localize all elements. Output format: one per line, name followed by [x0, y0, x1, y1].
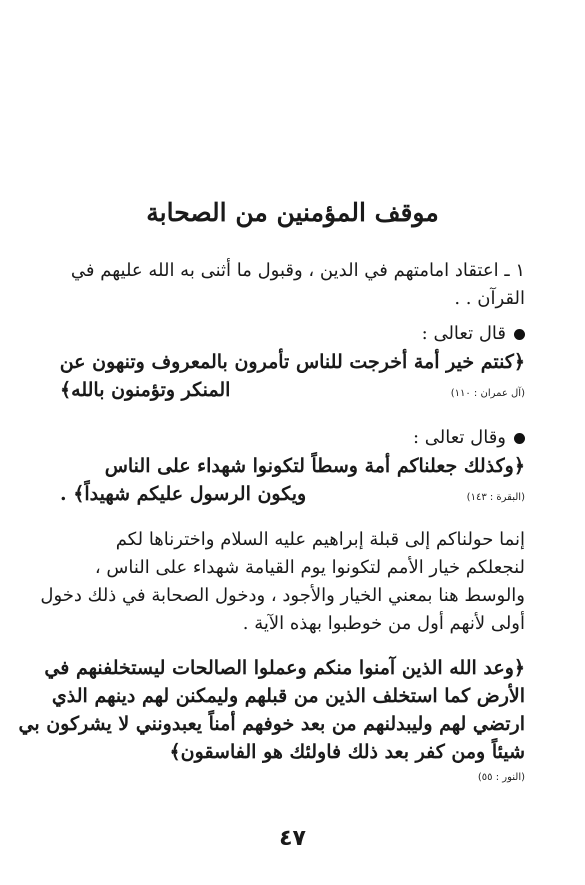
quote-1-line-2-row: [60, 376, 525, 404]
commentary-line-3: والوسط هنا بمعني الخيار والأجود ، ودخول الصحابة في ذلك دخول: [40, 585, 525, 606]
bullet-icon: [514, 329, 525, 340]
commentary-line-2: لنجعلكم خيار الأمم لتكونوا يوم القيامة شهداء على الناس ،: [94, 557, 525, 578]
intro-line-1: ١ ـ اعتقاد امامتهم في الدين ، وقبول ما أثنى به الله عليهم في: [70, 260, 525, 281]
commentary-paragraph: [40, 526, 525, 638]
quote-1-label-text: قال تعالى :: [421, 323, 506, 344]
quote-2-line-2-row: [60, 480, 525, 508]
page-number: ٤٧: [279, 826, 306, 851]
quote-1-line-2: المنكر وتؤمنون بالله﴾: [60, 379, 231, 401]
page-title: موقف المؤمنين من الصحابة: [146, 198, 439, 227]
intro-line-2: القرآن . .: [454, 288, 525, 309]
quote-3-line-4: شيئاً ومن كفر بعد ذلك فاولئك هو الفاسقون﴾: [169, 741, 525, 763]
quote-2-line-2: ويكون الرسول عليكم شهيداً﴾ .: [60, 483, 307, 505]
quote-2-reference: (البقرة : ١٤٣): [466, 492, 525, 503]
commentary-line-1: إنما حولناكم إلى قبلة إبراهيم عليه السلام واخترناها لكم: [115, 529, 525, 550]
bullet-icon: [514, 433, 525, 444]
quote-2-line-1: ﴿وكذلك جعلناكم أمة وسطاً لتكونوا شهداء على الناس: [104, 455, 525, 477]
quote-1-label: [60, 320, 525, 348]
quote-1-line-1: ﴿كنتم خير أمة أخرجت للناس تأمرون بالمعروف وتنهون عن: [59, 351, 525, 373]
quote-3-reference: (النور : ٥٥): [477, 772, 525, 783]
quote-2: [60, 424, 525, 508]
quote-3-line-2: الأرض كما استخلف الذين من قبلهم وليمكنن لهم دينهم الذي: [51, 685, 525, 707]
quote-3-line-3: ارتضي لهم وليبدلنهم من بعد خوفهم أمناً يعبدونني لا يشركون بي: [18, 713, 525, 735]
intro-paragraph: [60, 257, 525, 313]
quote-1: [60, 320, 525, 404]
quote-2-label: [60, 424, 525, 452]
quote-1-reference: (آل عمران : ١١٠): [450, 388, 525, 399]
commentary-line-4: أولى لأنهم أول من خوطبوا بهذه الآية .: [242, 613, 525, 634]
quote-3: [18, 654, 525, 783]
quote-2-label-text: وقال تعالى :: [412, 427, 506, 448]
quote-3-line-1: ﴿وعد الله الذين آمنوا منكم وعملوا الصالحات ليستخلفنهم في: [44, 657, 525, 679]
